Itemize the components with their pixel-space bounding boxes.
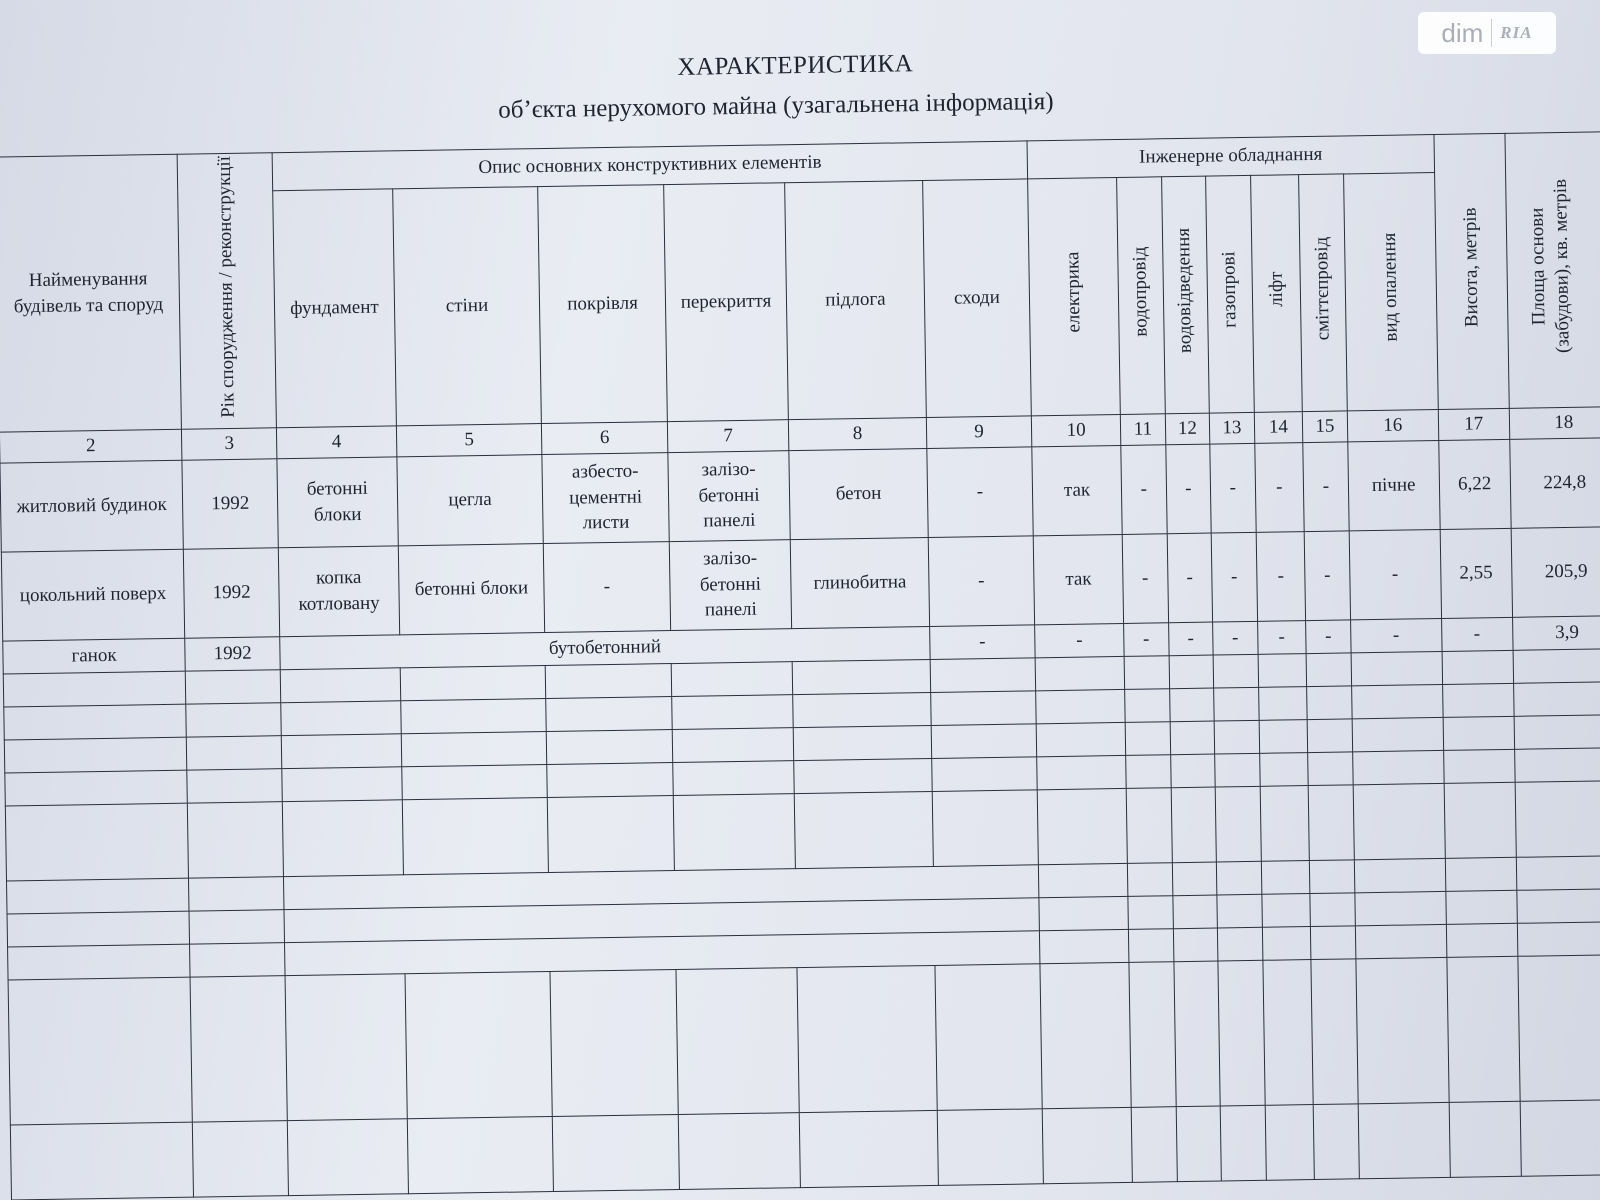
cell-area: 205,9 — [1511, 526, 1600, 617]
cell-gas: - — [1213, 621, 1258, 655]
column-number: 6 — [542, 421, 668, 454]
header-foundation: фундамент — [273, 188, 396, 427]
header-drainage — [1161, 176, 1209, 414]
header-gas-label: газопрові — [1218, 251, 1241, 329]
header-electricity — [1028, 177, 1121, 415]
cell-name: житловий будинок — [0, 460, 183, 552]
header-ceiling: перекриття — [663, 182, 788, 421]
column-number: 15 — [1302, 410, 1347, 442]
header-lift-label: ліфт — [1265, 271, 1287, 308]
cell-walls: цегла — [397, 454, 544, 545]
watermark-dim-text: dim — [1441, 17, 1484, 48]
header-garbage-label: сміттєпровід — [1311, 236, 1334, 341]
cell-lift: - — [1257, 620, 1306, 654]
empty-row — [8, 954, 1600, 1124]
header-floor: підлога — [785, 180, 926, 419]
cell-height: 2,55 — [1440, 528, 1512, 618]
header-construct-group: Опис основних конструктивних елементів — [272, 141, 1027, 190]
header-water — [1117, 176, 1165, 414]
cell-garbage: - — [1304, 530, 1350, 620]
cell-electricity: так — [1033, 534, 1123, 624]
header-area-label: Площа основи (забудови), кв. метрів — [1526, 178, 1574, 354]
cell-water: - — [1124, 622, 1169, 656]
cell-water: - — [1122, 533, 1168, 623]
header-walls: стіни — [392, 186, 541, 425]
cell-foundation: копка котловану — [279, 545, 400, 636]
column-number: 16 — [1347, 409, 1439, 441]
cell-electricity: - — [1035, 623, 1125, 657]
column-number: 11 — [1120, 413, 1165, 445]
cell-heating: - — [1350, 618, 1442, 652]
header-garbage — [1299, 174, 1347, 412]
cell-stairs: - — [928, 535, 1035, 626]
cell-roof: - — [544, 541, 671, 632]
cell-name: ганок — [3, 638, 186, 674]
column-number: 8 — [789, 417, 927, 450]
header-engineering-group: Інженерне обладнання — [1027, 135, 1434, 179]
header-electricity-label: електрика — [1062, 251, 1085, 334]
header-drainage-label: водовідведення — [1173, 227, 1197, 354]
cell-electricity: так — [1032, 445, 1122, 535]
column-number: 4 — [277, 425, 397, 458]
column-number: 7 — [667, 419, 789, 452]
cell-gas: - — [1211, 532, 1257, 622]
cell-garbage: - — [1303, 441, 1349, 531]
column-number: 2 — [0, 429, 182, 463]
column-number: 5 — [396, 423, 542, 456]
column-number: 14 — [1254, 411, 1303, 443]
cell-stairs: - — [927, 446, 1034, 537]
cell-height: 6,22 — [1439, 439, 1511, 529]
cell-drainage: - — [1167, 533, 1213, 623]
cell-year: 1992 — [182, 458, 278, 548]
column-number: 9 — [926, 415, 1032, 448]
cell-ceiling: залізо-бетонні панелі — [668, 450, 791, 541]
column-number: 17 — [1438, 408, 1509, 440]
header-roof: покрівля — [538, 184, 667, 423]
document-subtitle: об’єкта нерухомого майна (узагальнена інформація) — [498, 87, 1054, 124]
cell-drainage: - — [1168, 622, 1213, 656]
cell-lift: - — [1256, 531, 1306, 621]
cell-area: 3,9 — [1512, 615, 1600, 650]
cell-floor: глинобитна — [790, 537, 929, 628]
cell-stairs: - — [929, 624, 1035, 659]
cell-year: 1992 — [183, 547, 279, 637]
property-characteristics-table — [0, 131, 1600, 1200]
header-area — [1505, 132, 1600, 408]
cell-gas: - — [1210, 443, 1256, 533]
header-year-label: Рік спорудження / реконструкції — [213, 155, 240, 419]
column-number: 18 — [1509, 406, 1600, 439]
cell-roof: азбесто-цементні листи — [542, 452, 669, 543]
cell-year: 1992 — [185, 636, 281, 670]
cell-area: 224,8 — [1509, 437, 1600, 528]
header-height-label: Висота, метрів — [1459, 207, 1483, 328]
header-heating-label: вид опалення — [1378, 232, 1402, 343]
cell-height: - — [1441, 617, 1512, 651]
cell-lift: - — [1254, 442, 1304, 532]
cell-merged-description: бутобетонний — [280, 626, 930, 669]
document-sheet — [0, 7, 1600, 1182]
document-title: ХАРАКТЕРИСТИКА — [677, 50, 914, 81]
cell-drainage: - — [1165, 444, 1211, 534]
cell-floor: бетон — [789, 448, 928, 539]
cell-walls: бетонні блоки — [398, 543, 545, 634]
cell-garbage: - — [1306, 619, 1351, 653]
header-year — [177, 153, 276, 429]
watermark-ria-logo: RIA — [1500, 23, 1533, 42]
header-lift — [1250, 174, 1302, 412]
cell-foundation: бетонні блоки — [277, 456, 398, 547]
cell-heating: пічне — [1347, 440, 1439, 530]
header-heating — [1343, 172, 1438, 410]
header-height — [1434, 133, 1509, 409]
header-stairs: сходи — [922, 178, 1031, 417]
column-number: 13 — [1209, 412, 1254, 444]
header-name: Найменування будівель та споруд — [0, 154, 182, 431]
cell-ceiling: залізо-бетонні панелі — [669, 539, 792, 630]
column-number: 3 — [182, 427, 278, 459]
cell-water: - — [1121, 444, 1167, 534]
cell-name: цокольний поверх — [1, 549, 185, 641]
cell-heating: - — [1349, 529, 1441, 619]
column-number: 10 — [1031, 414, 1121, 446]
header-water-label: водопровід — [1129, 246, 1152, 337]
header-gas — [1206, 175, 1254, 413]
column-number: 12 — [1165, 413, 1210, 445]
